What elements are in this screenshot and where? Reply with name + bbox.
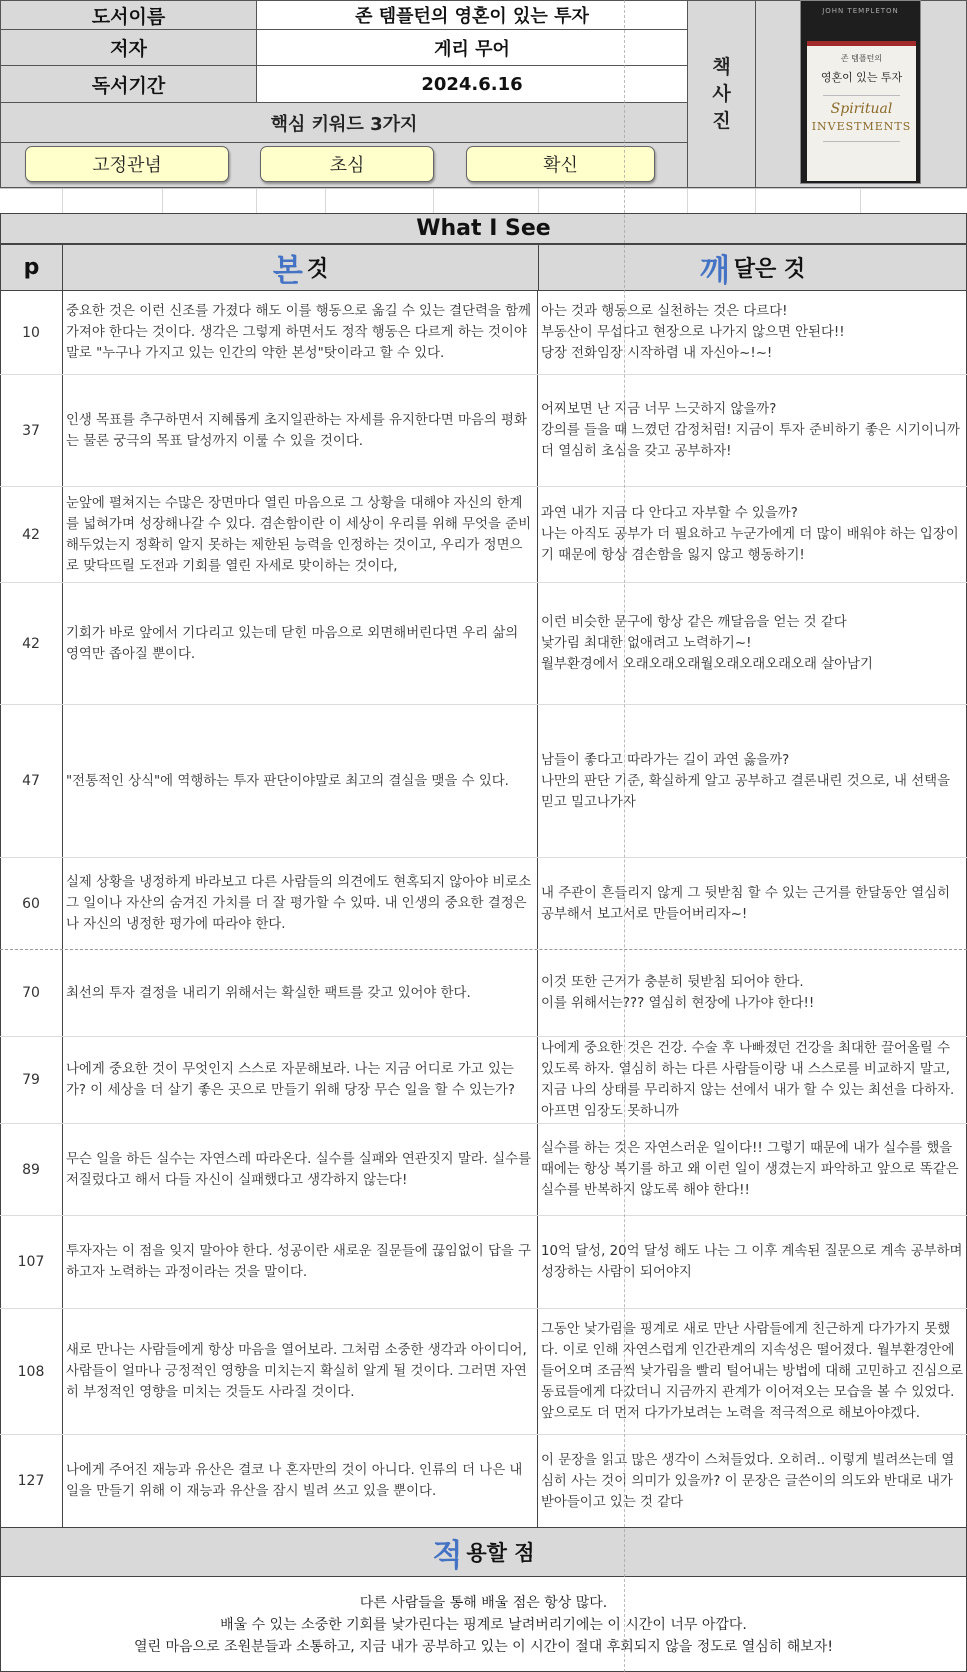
- row-learned: 내 주관이 흔들리지 않게 그 뒷받침 할 수 있는 근거를 한달동안 열심히 공부해서 보고서로 만들어버리자~!: [541, 885, 951, 922]
- title-value: 존 템플턴의 영혼이 있는 투자: [256, 0, 688, 30]
- row-learned: 남들이 좋다고 따라가는 길이 과연 옳을까? 나만의 판단 기준, 확실하게 알고 공부하고 결론내린 것으로, 내 선택을 믿고 밀고나가자: [541, 752, 951, 810]
- row-learned: 아는 것과 행동으로 실천하는 것은 다르다! 부동산이 무섭다고 현장으로 나가지 않으면 안된다!! 당장 전화임장 시작하렴 내 자신아~!~!: [541, 304, 845, 361]
- author-label: 저자: [0, 29, 257, 66]
- row-learned: 그동안 낯가림을 핑계로 새로 만난 사람들에게 친근하게 다가가지 못했다. 이로 인해 자연스럽게 인간관계의 지속성은 떨어졌다. 월부환경안에 들어오며 조금씩 낯가림을 빨리 털어내는 방법에 대해 고민하고 진심으로 동료들에게 다갔더니 지금까지 관계가 이어져오는 모습을 볼 수 있었다. 앞으로도 더 먼저 다가가보려는 노력을 적극적으로 해보아야겠다.: [541, 1322, 964, 1421]
- table-row: [0, 487, 967, 583]
- table-row: [0, 375, 967, 487]
- row-learned: 나에게 중요한 것은 건강. 수술 후 나빠졌던 건강을 최대한 끌어올릴 수 있도록 하자. 열심히 하는 다른 사람들이랑 내 스스로를 비교하지 말고, 지금 나의 상태를 무리하지 않는 선에서 내가 할 수 있는 최선을 다하자. 아프면 임장도 못하니까: [541, 1041, 955, 1119]
- book-info-header: [0, 0, 967, 188]
- title-label: 도서이름: [0, 0, 257, 30]
- row-learned: 10억 달성, 20억 달성 해도 나는 그 이후 계속된 질문으로 계속 공부하며 성장하는 사람이 되어야지: [541, 1244, 963, 1280]
- apply-line-1: 다른 사람들을 통해 배울 점은 항상 많다.: [359, 1595, 608, 1611]
- table-row: [0, 583, 967, 705]
- book-cover-image: [800, 0, 921, 184]
- row-page: 107: [17, 1254, 45, 1270]
- period-label: 독서기간: [0, 65, 257, 103]
- row-page: 108: [17, 1363, 45, 1380]
- book-photo-label: [687, 0, 756, 188]
- row-learned: 이것 또한 근거가 충분히 뒷받침 되어야 한다. 이를 위해서는??? 열심히 현장에 나가야 한다!!: [541, 975, 815, 1011]
- row-seen: 투자자는 이 점을 잊지 말아야 한다. 성공이란 새로운 질문들에 끊임없이 답을 구하고자 노력하는 과정이라는 것을 말이다.: [62, 1216, 538, 1308]
- apply-heading-big: 적: [432, 1537, 463, 1574]
- row-seen: 무슨 일을 하든 실수는 자연스레 따라온다. 실수를 실패와 연관짓지 말라. 실수를 저질렀다고 해서 다들 자신이 실패했다고 생각하지 않는다!: [62, 1124, 538, 1215]
- keyword-chip-1: 고정관념: [25, 146, 229, 182]
- book-photo-label-char-2: 사: [712, 82, 731, 105]
- col-header-seen-big: 본: [272, 253, 303, 289]
- row-learned: 어찌보면 난 지금 너무 느긋하지 않을까? 강의를 들을 때 느꼈던 감정처럼! 지금이 투자 준비하기 좋은 시기이니까 더 열심히 초심을 갖고 공부하자!: [541, 402, 960, 459]
- row-seen: 나에게 중요한 것이 무엇인지 스스로 자문해보라. 나는 지금 어디로 가고 있는가? 이 세상을 더 살기 좋은 곳으로 만들기 위해 당장 무슨 일을 할 수 있는가?: [62, 1037, 538, 1123]
- row-page: 47: [22, 773, 40, 789]
- row-page: 60: [22, 895, 40, 912]
- cover-author: JOHN TEMPLETON: [822, 7, 899, 15]
- table-row: [0, 705, 967, 858]
- row-seen: 인생 목표를 추구하면서 지혜롭게 초지일관하는 자세를 유지한다면 마음의 평화는 물론 궁극의 목표 달성까지 이룰 수 있을 것이다.: [62, 375, 538, 486]
- row-page: 79: [22, 1072, 40, 1088]
- row-learned: 과연 내가 지금 다 안다고 자부할 수 있을까? 나는 아직도 공부가 더 필요하고 누군가에게 더 많이 배워야 하는 입장이기 때문에 항상 겸손함을 잃지 않고 행동하기!: [541, 506, 959, 563]
- keyword-chip-3: 확신: [466, 146, 655, 182]
- apply-line-2: 배울 수 있는 소중한 기회를 낯가린다는 핑계로 날려버리기에는 이 시간이 너무 아깝다.: [220, 1617, 747, 1633]
- row-page: 70: [22, 985, 40, 1001]
- row-page: 89: [22, 1161, 40, 1178]
- table-row: [0, 1124, 967, 1216]
- table-row: [0, 950, 967, 1037]
- col-header-page: p: [0, 244, 63, 291]
- row-seen: 최선의 투자 결정을 내리기 위해서는 확실한 팩트를 갖고 있어야 한다.: [62, 950, 538, 1036]
- apply-body: [0, 1577, 967, 1672]
- row-learned: 이런 비슷한 문구에 항상 같은 깨달음을 얻는 것 같다 낯가림 최대한 없애려고 노력하기~! 월부환경에서 오래오래오래월오래오래오래오래 살아남기: [541, 615, 873, 672]
- cover-ko-small: 존 템플턴의: [840, 54, 883, 63]
- row-seen: 기회가 바로 앞에서 기다리고 있는데 닫힌 마음으로 외면해버린다면 우리 삶의 영역만 좁아질 뿐이다.: [62, 583, 538, 704]
- row-seen: 눈앞에 펼쳐지는 수많은 장면마다 열린 마음으로 그 상황을 대해야 자신의 한계를 넓혀가며 성장해나갈 수 있다. 겸손함이란 이 세상이 우리를 위해 무엇을 준비해두었는지 정확히 알지 못하는 제한된 능력을 인정하는 것이고, 우리가 정면으로 맞닥뜨릴 도전과 기회를 열린 자세로 맞이하는 것이다,: [62, 487, 538, 582]
- table-title: What I See: [0, 213, 967, 244]
- row-learned: 이 문장을 읽고 많은 생각이 스쳐들었다. 오히려.. 이렇게 빌려쓰는데 열심히 사는 것이 의미가 있을까? 이 문장은 글쓴이의 의도와 반대로 내가 받아들이고 있는 것 같다: [541, 1452, 955, 1510]
- author-value: 게리 무어: [256, 29, 688, 66]
- book-photo-label-char-3: 진: [712, 109, 731, 132]
- table-row: [0, 1037, 967, 1124]
- row-seen: "전통적인 상식"에 역행하는 투자 판단이야말로 최고의 결실을 맺을 수 있다.: [62, 705, 538, 857]
- col-header-seen-rest: 것: [306, 257, 329, 282]
- apply-line-3: 열린 마음으로 조원분들과 소통하고, 지금 내가 공부하고 있는 이 시간이 절대 후회되지 않을 정도로 열심히 해보자!: [134, 1639, 833, 1655]
- cover-en-line2: INVESTMENTS: [811, 120, 912, 133]
- apply-heading-rest: 용할 점: [466, 1541, 535, 1565]
- row-page: 10: [22, 324, 40, 341]
- row-page: 42: [22, 635, 40, 652]
- col-header-learned: [538, 244, 967, 291]
- keywords-heading: 핵심 키워드 3가지: [0, 102, 688, 143]
- table-row: [0, 858, 967, 950]
- row-seen: 나에게 주어진 재능과 유산은 결코 나 혼자만의 것이 아니다. 인류의 더 나은 내일을 만들기 위해 이 재능과 유산을 잠시 빌려 쓰고 있을 뿐이다.: [62, 1435, 538, 1527]
- col-header-learned-big: 깨: [699, 253, 730, 289]
- book-photo-label-char-1: 책: [712, 55, 731, 78]
- keyword-chip-2: 초심: [260, 146, 434, 182]
- table-row: [0, 1309, 967, 1435]
- period-value: 2024.6.16: [256, 65, 688, 103]
- row-page: 37: [22, 422, 40, 439]
- table-row: [0, 1435, 967, 1527]
- row-learned: 실수를 하는 것은 자연스러운 일이다!! 그렇기 때문에 내가 실수를 했을 때에는 항상 복기를 하고 왜 이런 일이 생겼는지 파악하고 앞으로 똑같은 실수를 반복하지 않도록 해야 한다!!: [541, 1141, 959, 1198]
- row-page: 42: [22, 526, 40, 543]
- cover-ko-title: 영혼이 있는 투자: [820, 71, 903, 84]
- apply-heading: [0, 1527, 967, 1577]
- table-row: [0, 1216, 967, 1309]
- table-row: [0, 291, 967, 375]
- row-seen: 중요한 것은 이런 신조를 가졌다 해도 이를 행동으로 옮길 수 있는 결단력을 함께 가져야 한다는 것이다. 생각은 그렇게 하면서도 정작 행동은 다르게 하는 것이야말로 "누구나 가지고 있는 인간의 약한 본성"탓이라고 할 수 있다.: [62, 291, 538, 374]
- spacer-grid-row: [0, 188, 967, 214]
- row-seen: 새로 만나는 사람들에게 항상 마음을 열어보라. 그처럼 소중한 생각과 아이디어, 사람들이 얼마나 긍정적인 영향을 미치는지 확실히 알게 될 것이다. 그러면 자연히 부정적인 영향을 미치는 것들도 사라질 것이다.: [62, 1309, 538, 1434]
- col-header-seen: [62, 244, 539, 291]
- col-header-learned-rest: 달은 것: [733, 257, 806, 282]
- row-seen: 실제 상황을 냉정하게 바라보고 다른 사람들의 의견에도 현혹되지 않아야 비로소 그 일이나 자산의 숨겨진 가치를 더 잘 평가할 수 있따. 내 인생의 중요한 결정은 나 자신의 냉정한 평가에 따라야 한다.: [62, 858, 538, 949]
- cover-en-line1: Spiritual: [830, 101, 893, 117]
- row-page: 127: [17, 1473, 45, 1489]
